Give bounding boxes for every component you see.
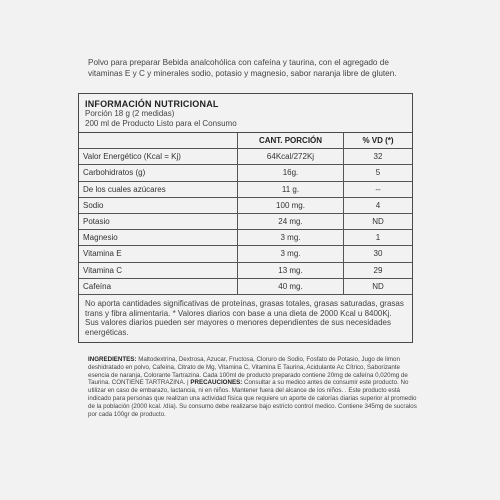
nutrient-name: Sodio	[79, 197, 238, 213]
daily-value: ND	[344, 213, 413, 229]
nutrient-name: Valor Energético (Kcal = Kj)	[79, 149, 238, 165]
daily-value: 32	[344, 149, 413, 165]
daily-value: 4	[344, 197, 413, 213]
precautions-text: Consultar a su medico antes de consumir este producto. No utilizar en caso de embarazo, lactancia, ni en niños. Mantener fuera del alcance de los niños. . Este producto está indicado para personas que realizan una actividad física que requiere un aporte de calorías diarias superior al promedio de la población (2000 kcal. /día). Su consumo debe realizarse bajo estricto control medico. Contiene 345mg de sucralos por cada 100gr de producto.	[88, 379, 417, 418]
portion-amount: 11 g.	[238, 181, 344, 197]
nutrition-table	[79, 133, 412, 295]
nutrient-name: Vitamina C	[79, 262, 238, 278]
nutrition-row	[79, 213, 412, 229]
product-description: Polvo para preparar Bebida analcohólica con cafeína y taurina, con el agregado de vitaminas E y C y minerales sodio, potasio y magnesio, sabor naranja libre de gluten.	[88, 58, 397, 78]
header-daily-value: % VD (*)	[344, 133, 413, 149]
nutrient-name: Vitamina E	[79, 246, 238, 262]
portion-amount: 100 mg.	[238, 197, 344, 213]
portion-amount: 24 mg.	[238, 213, 344, 229]
ready-to-drink-volume: 200 ml de Producto Listo para el Consumo	[85, 118, 237, 128]
nutrient-name: Magnesio	[79, 230, 238, 246]
ingredients-and-precautions	[88, 356, 418, 418]
nutrition-table-header-row	[79, 133, 412, 149]
header-nutrient	[79, 133, 238, 149]
daily-value: ND	[344, 278, 413, 294]
nutrition-row	[79, 165, 412, 181]
header-portion-amount: CANT. PORCIÓN	[238, 133, 344, 149]
portion-amount: 40 mg.	[238, 278, 344, 294]
portion-amount: 64Kcal/272Kj	[238, 149, 344, 165]
daily-value: 30	[344, 246, 413, 262]
nutrition-row	[79, 230, 412, 246]
portion-amount: 3 mg.	[238, 230, 344, 246]
ingredients-text: Maltodextrina, Dextrosa, Azucar, Fructosa, Cloruro de Sodio, Fosfato de Potasio, Jugo de limon deshidratado en polvo, Cafeína, Citrato de Mg, Vitamina C, Vitamina E Taurina, Acidulante Ac Cítrico, Saborizante esencia de naranja, Colorante Tartrazina. Cada 100ml de producto preparado contiene 20mg de cafeína 0,020mg de Taurina. CONTIENE TARTRAZINA. |	[88, 356, 408, 387]
portion-size: Porción 18 g (2 medidas)	[85, 109, 175, 118]
nutrition-row	[79, 246, 412, 262]
nutrition-row	[79, 278, 412, 294]
ingredients-label: INGREDIENTES:	[88, 356, 137, 363]
nutrition-title: INFORMACIÓN NUTRICIONAL	[85, 99, 219, 109]
daily-value: 1	[344, 230, 413, 246]
portion-amount: 16g.	[238, 165, 344, 181]
daily-value: --	[344, 181, 413, 197]
nutrient-name: Carbohidratos (g)	[79, 165, 238, 181]
nutrition-row	[79, 262, 412, 278]
nutrition-facts-panel	[78, 93, 413, 343]
nutrition-header	[79, 94, 412, 133]
portion-amount: 13 mg.	[238, 262, 344, 278]
nutrition-row	[79, 181, 412, 197]
nutrition-footnote: No aporta cantidades significativas de proteínas, grasas totales, grasas saturadas, grasas trans y fibra alimentaria. * Valores diarios con base a una dieta de 2000 Kcal u 8400Kj. Sus valores diarios pueden ser mayores o menores dependientes de sus necesidades energéticas.	[85, 298, 404, 338]
precautions-label: PRECAUCIONES:	[190, 379, 243, 387]
portion-amount: 3 mg.	[238, 246, 344, 262]
nutrition-row	[79, 197, 412, 213]
daily-value: 5	[344, 165, 413, 181]
daily-value: 29	[344, 262, 413, 278]
nutrient-name: Cafeína	[79, 278, 238, 294]
nutrient-name: Potasio	[79, 213, 238, 229]
nutrient-name: De los cuales azúcares	[79, 181, 238, 197]
nutrition-row	[79, 149, 412, 165]
